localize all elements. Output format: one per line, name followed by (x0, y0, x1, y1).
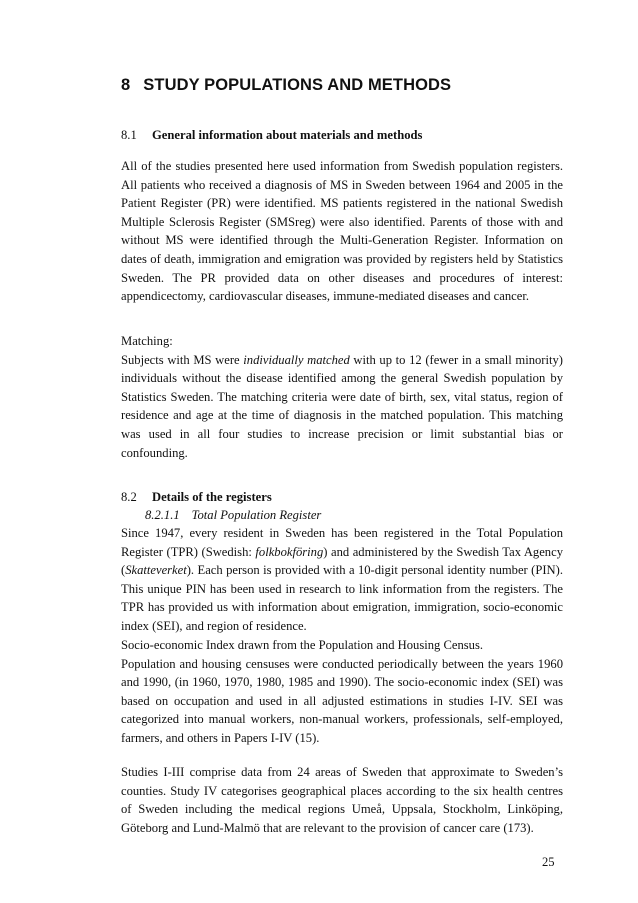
chapter-heading (121, 76, 451, 95)
sei-heading: Socio-economic Index drawn from the Population and Housing Census. (121, 638, 484, 652)
text-line: Subjects with MS were individually matched with up to 12 (fewer in a small minority) (121, 352, 563, 367)
text-line: based on occupation and used in all adjusted estimations in studies I-IV. SEI was (121, 693, 563, 708)
section-heading-8-1 (121, 128, 422, 143)
text-line: index (SEI), and region of residence. (121, 618, 307, 633)
text-line: farmers, and others in Papers I-IV (15). (121, 730, 320, 745)
text-line: All of the studies presented here used information from Swedish population registers. (121, 159, 563, 173)
text-line: dates of death, immigration and emigration was provided by registers held by Statistics (121, 251, 563, 266)
text-line: Population and housing censuses were conducted periodically between the years 1960 (121, 656, 563, 671)
tpr-paragraph (121, 524, 563, 636)
text-line: Since 1947, every resident in Sweden has been registered in the Total Population (121, 526, 563, 540)
text-line: residence and age at the time of diagnosis in the matched population. This matching (121, 408, 563, 423)
matching-heading: Matching: (121, 334, 173, 348)
text-line: confounding. (121, 445, 188, 460)
matching-paragraph (121, 332, 563, 462)
text-line: This unique PIN has been used in research to link information from the registers. The (121, 581, 563, 596)
text-line: Studies I-III comprise data from 24 areas of Sweden that approximate to Sweden’s (121, 765, 563, 779)
emphasis-text: Skatteverket (125, 563, 187, 578)
text-line: TPR has provided us with information about emigration, immigration, socio-economic (121, 600, 563, 615)
section-heading-8-2 (121, 490, 272, 505)
section-title: Details of the registers (152, 490, 272, 504)
text-line: Statistics Sweden. The matching criteria were date of birth, sex, vital status, region of (121, 389, 563, 404)
subsection-title: Total Population Register (191, 508, 322, 522)
text-line: appendicectomy, cardiovascular diseases, immune-mediated diseases and cancer. (121, 289, 529, 304)
section-number: 8.1 (121, 128, 137, 142)
text-line: All patients who received a diagnosis of MS in Sweden between 1964 and 2005 in the (121, 177, 563, 192)
text-line: Göteborg and Lund-Malmö that are relevant to the provision of cancer care (173). (121, 820, 534, 835)
text-line: Multiple Sclerosis Register (SMSreg) were also identified. Parents of those with and (121, 214, 563, 229)
text-line: without MS were identified through the Multi-Generation Register. Information on (121, 233, 563, 248)
page-number: 25 (542, 855, 555, 869)
text-line: Sweden. The PR provided data on other diseases and procedures of interest: (121, 270, 563, 285)
general-paragraph (121, 157, 563, 306)
text-line: Register (TPR) (Swedish: folkbokföring) and administered by the Swedish Tax Agency (121, 544, 563, 559)
text-line: was used in all four studies to increase precision or limit substantial bias or (121, 426, 563, 441)
areas-paragraph (121, 763, 563, 837)
chapter-title: STUDY POPULATIONS AND METHODS (143, 76, 452, 94)
section-number: 8.2 (121, 490, 137, 504)
subsection-number: 8.2.1.1 (145, 508, 180, 522)
text-line: (Skatteverket). Each person is provided with a 10-digit personal identity number (PIN). (121, 563, 563, 578)
text-line: Patient Register (PR) were identified. MS patients registered in the national Swedish (121, 196, 563, 211)
text-line: categorized into manual workers, non-manual workers, professionals, self-employed, (121, 712, 563, 727)
text-line: of Sweden including the medical regions Umeå, Uppsala, Stockholm, Linköping, (121, 802, 563, 817)
chapter-number: 8 (121, 76, 131, 94)
emphasis-text: folkbokföring (255, 544, 324, 559)
text-line: and 1990, (in 1960, 1970, 1980, 1985 and 1990). The socio-economic index (SEI) was (121, 675, 563, 690)
sei-paragraph (121, 636, 563, 748)
text-line: individuals without the disease identified among the general Swedish population by (121, 371, 563, 386)
section-title: General information about materials and methods (152, 128, 423, 142)
subsection-heading (145, 508, 321, 523)
emphasis-text: individually matched (243, 352, 350, 367)
text-line: counties. Study IV categorises geographical places according to the six health centres (121, 783, 563, 798)
